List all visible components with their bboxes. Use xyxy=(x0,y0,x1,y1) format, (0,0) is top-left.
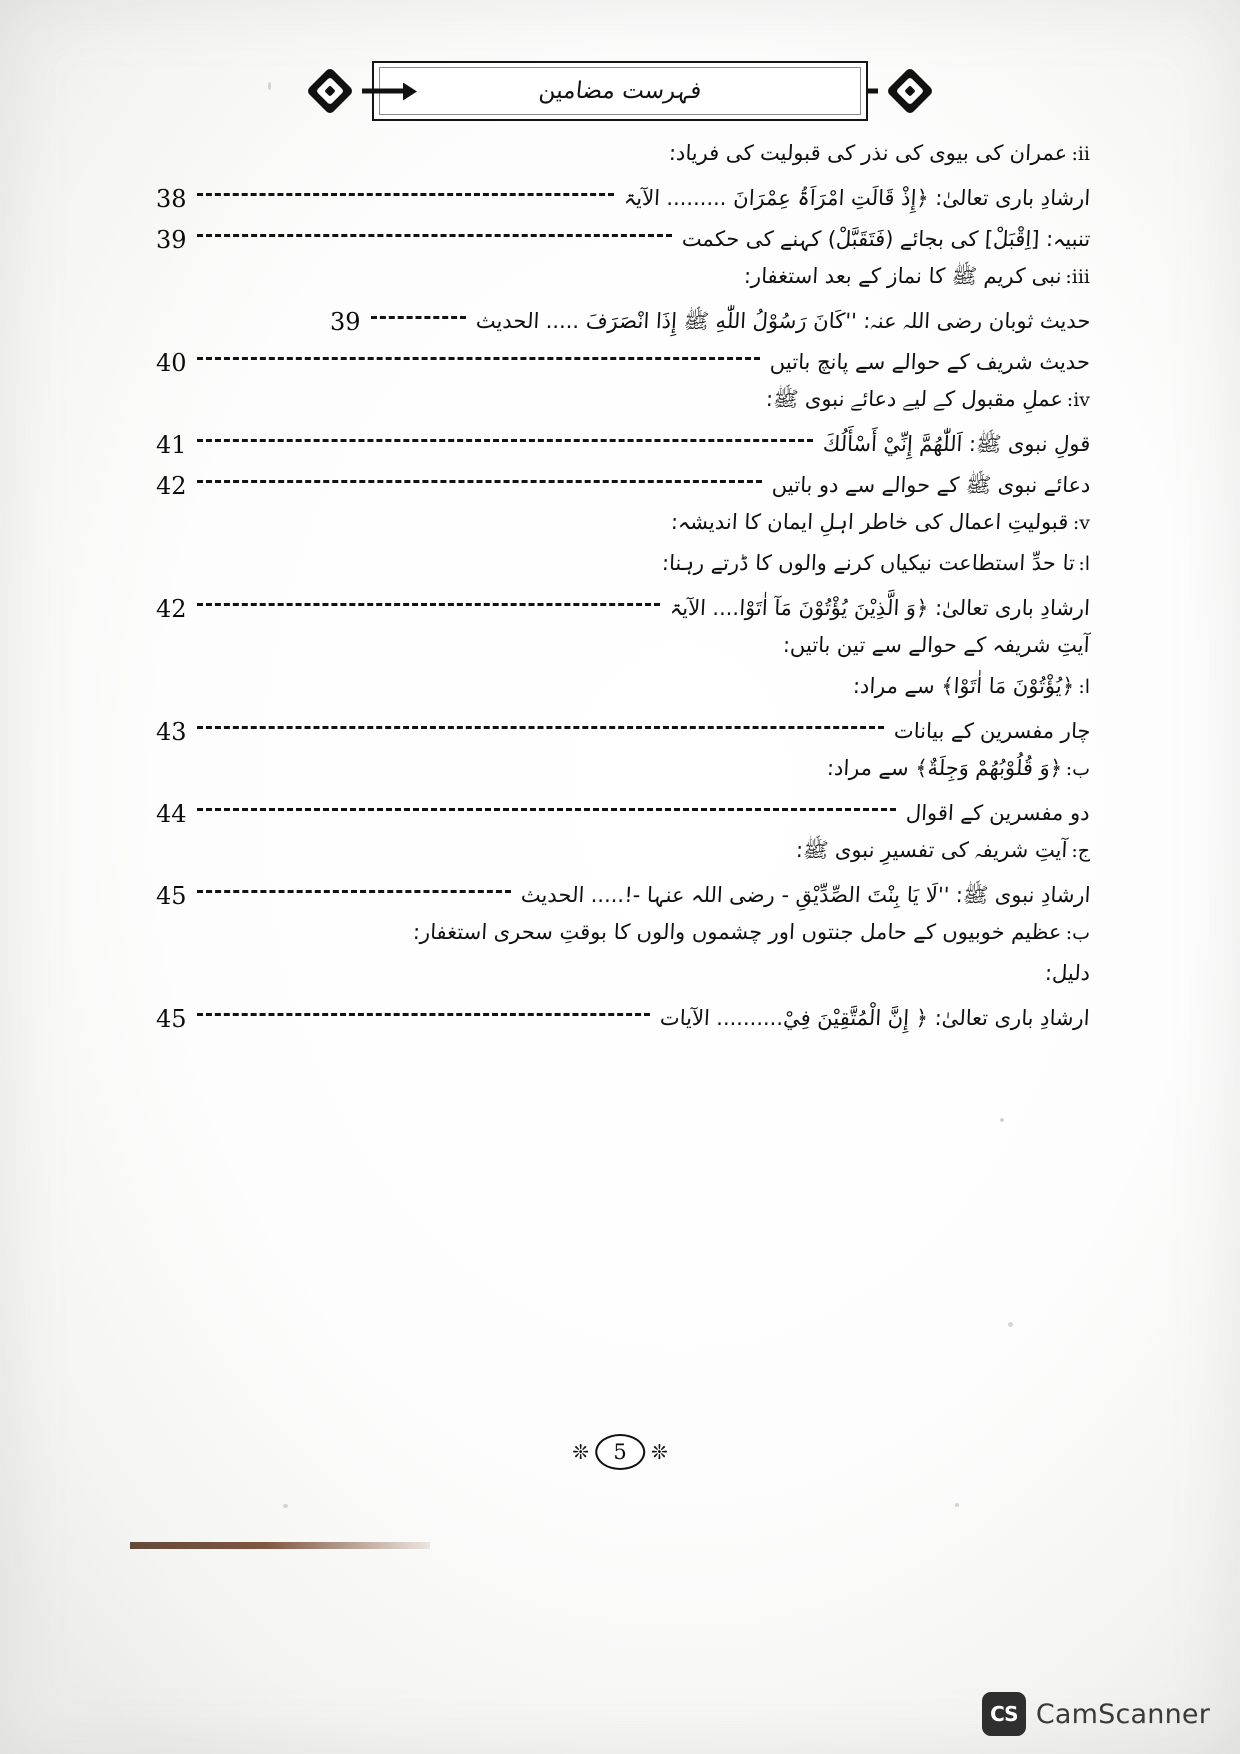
toc-entry[interactable] xyxy=(150,219,1090,260)
toc-row-label: حدیث شریف کے حوالے سے پانچ باتیں xyxy=(769,350,1091,375)
toc-entry[interactable] xyxy=(150,588,1090,629)
toc-row-label: آیتِ شریفہ کی تفسیرِ نبوی ﷺ: xyxy=(795,838,1068,862)
toc-row-label: عمران کی بیوی کی نذر کی قبولیت کی فریاد: xyxy=(668,141,1069,165)
toc-page-number: 43 xyxy=(156,717,187,746)
scan-speck xyxy=(955,1503,959,1507)
toc-page-number: 44 xyxy=(156,799,187,828)
toc-header-ornament xyxy=(290,55,950,127)
page-title: فہرست مضامین xyxy=(537,78,703,104)
toc-entry[interactable] xyxy=(150,178,1090,219)
toc-row-label: نبی کریم ﷺ کا نماز کے بعد استغفار: xyxy=(743,264,1063,288)
camscanner-watermark xyxy=(982,1692,1210,1736)
dotted-leader xyxy=(197,1013,651,1016)
camscanner-logo-icon: CS xyxy=(982,1692,1026,1736)
right-ornament xyxy=(290,61,370,121)
toc-heading[interactable] xyxy=(150,506,1090,547)
scan-speck xyxy=(283,1504,288,1508)
toc-row-label: دلیل: xyxy=(1044,961,1091,985)
toc-row-marker: ا: xyxy=(1078,553,1090,575)
dotted-leader xyxy=(371,316,466,319)
toc-row-label: دعائے نبوی ﷺ کے حوالے سے دو باتیں xyxy=(770,473,1091,498)
toc-row-label: دو مفسرین کے اقوال xyxy=(905,801,1091,826)
dotted-leader xyxy=(197,726,884,729)
toc-row-label: چار مفسرین کے بیانات xyxy=(892,719,1091,744)
toc-row-marker: ب: xyxy=(1065,758,1090,780)
toc-entry[interactable] xyxy=(150,875,1090,916)
dotted-leader xyxy=(197,890,511,893)
toc-row-label: ارشادِ نبوی ﷺ: ''لَا یَا بِنْتَ الصِّدِّیْقِ - رضی اللہ عنہا -!..... الحدیث xyxy=(519,883,1091,908)
toc-row-marker: iv: xyxy=(1066,389,1090,411)
dotted-leader xyxy=(197,480,762,483)
toc-list xyxy=(150,137,1090,1039)
toc-row-marker: v: xyxy=(1072,512,1090,534)
toc-row-label: آیتِ شریفہ کے حوالے سے تین باتیں: xyxy=(782,633,1091,657)
toc-row-label: ﴿وَ قُلُوْبُهُمْ وَجِلَةٌ﴾ سے مراد: xyxy=(825,756,1063,780)
dotted-leader xyxy=(197,234,672,237)
toc-heading[interactable] xyxy=(150,670,1090,711)
toc-page-number: 39 xyxy=(330,307,361,336)
toc-heading[interactable] xyxy=(150,752,1090,793)
toc-entry[interactable] xyxy=(150,424,1090,465)
badge-left-wing-icon: ❊ xyxy=(572,1440,589,1464)
toc-row-marker: iii: xyxy=(1065,266,1090,288)
toc-page-number: 42 xyxy=(156,471,187,500)
toc-row-label: عظیم خوبیوں کے حامل جنتوں اور چشموں والوں کا بوقتِ سحری استغفار: xyxy=(412,920,1063,944)
toc-page-number: 45 xyxy=(156,1004,187,1033)
toc-row-label: ارشادِ باری تعالیٰ: ﴿وَ الَّذِیْنَ یُؤْتُوْنَ مَآ اٰتَوْا.... الآیۃ xyxy=(669,596,1091,621)
toc-entry[interactable] xyxy=(150,793,1090,834)
toc-row-label: ﴿یُؤْتُوْنَ مَا اٰتَوْا﴾ سے مراد: xyxy=(852,674,1075,698)
diamond-ornament-icon xyxy=(886,67,934,115)
toc-page-number: 45 xyxy=(156,881,187,910)
toc-row-label: ارشادِ باری تعالیٰ: ﴿ إِنَّ الْمُتَّقِیْنَ فِيْ.......... الآیات xyxy=(659,1006,1091,1031)
toc-row-label: تا حدِّ استطاعت نیکیاں کرنے والوں کا ڈرتے رہنا: xyxy=(660,551,1075,575)
toc-entry[interactable] xyxy=(150,711,1090,752)
page-number-badge xyxy=(572,1434,668,1470)
spear-ornament-icon xyxy=(362,89,404,94)
toc-entry[interactable] xyxy=(150,301,1090,342)
dotted-leader xyxy=(197,439,813,442)
toc-row-label: حدیث ثوبان رضی اللہ عنہ: ''کَانَ رَسُوْلُ اللّٰهِ ﷺ إِذَا انْصَرَفَ ..... الحدیث xyxy=(474,309,1091,334)
toc-row-label: تنبیہ: [اِقْبَلْ] کی بجائے (فَتَقَبَّلْ) کہنے کی حکمت xyxy=(681,227,1091,252)
dotted-leader xyxy=(197,808,897,811)
header-plate xyxy=(372,61,868,121)
dotted-leader xyxy=(197,603,661,606)
toc-page-number: 39 xyxy=(156,225,187,254)
toc-heading[interactable] xyxy=(150,383,1090,424)
toc-row-marker: ا: xyxy=(1078,676,1090,698)
toc-heading[interactable] xyxy=(150,957,1090,998)
toc-heading[interactable] xyxy=(150,260,1090,301)
dotted-leader xyxy=(197,357,761,360)
toc-row-label: قولِ نبوی ﷺ: اَللّٰهُمَّ إِنِّيْ أَسْأَلُكَ xyxy=(821,432,1091,457)
toc-page-number: 42 xyxy=(156,594,187,623)
toc-page-number: 38 xyxy=(156,184,187,213)
toc-page-number: 41 xyxy=(156,430,187,459)
badge-right-wing-icon: ❊ xyxy=(651,1440,668,1464)
toc-row-marker: ب: xyxy=(1065,922,1090,944)
toc-row-label: عملِ مقبول کے لیے دعائے نبوی ﷺ: xyxy=(765,387,1064,411)
diamond-ornament-icon xyxy=(306,67,354,115)
toc-page-number: 40 xyxy=(156,348,187,377)
toc-heading[interactable] xyxy=(150,547,1090,588)
page-content xyxy=(150,55,1090,1475)
toc-heading[interactable] xyxy=(150,916,1090,957)
camscanner-label: CamScanner xyxy=(1035,1698,1210,1730)
toc-row-marker: ii: xyxy=(1071,143,1090,165)
left-ornament xyxy=(870,61,950,121)
scan-artifact-streak xyxy=(130,1542,430,1549)
toc-heading[interactable] xyxy=(150,834,1090,875)
dotted-leader xyxy=(197,193,614,196)
toc-row-label: ارشادِ باری تعالیٰ: ﴿إِذْ قَالَتِ امْرَاَۃُ عِمْرَانَ ......... الآیۃ xyxy=(623,186,1091,211)
toc-entry[interactable] xyxy=(150,342,1090,383)
toc-entry[interactable] xyxy=(150,998,1090,1039)
toc-row-label: قبولیتِ اعمال کی خاطر اہلِ ایمان کا اندیشہ: xyxy=(670,510,1070,534)
toc-row-marker: ج: xyxy=(1071,840,1090,862)
toc-entry[interactable] xyxy=(150,465,1090,506)
toc-heading[interactable] xyxy=(150,629,1090,670)
page-number: 5 xyxy=(595,1434,645,1470)
toc-heading[interactable] xyxy=(150,137,1090,178)
